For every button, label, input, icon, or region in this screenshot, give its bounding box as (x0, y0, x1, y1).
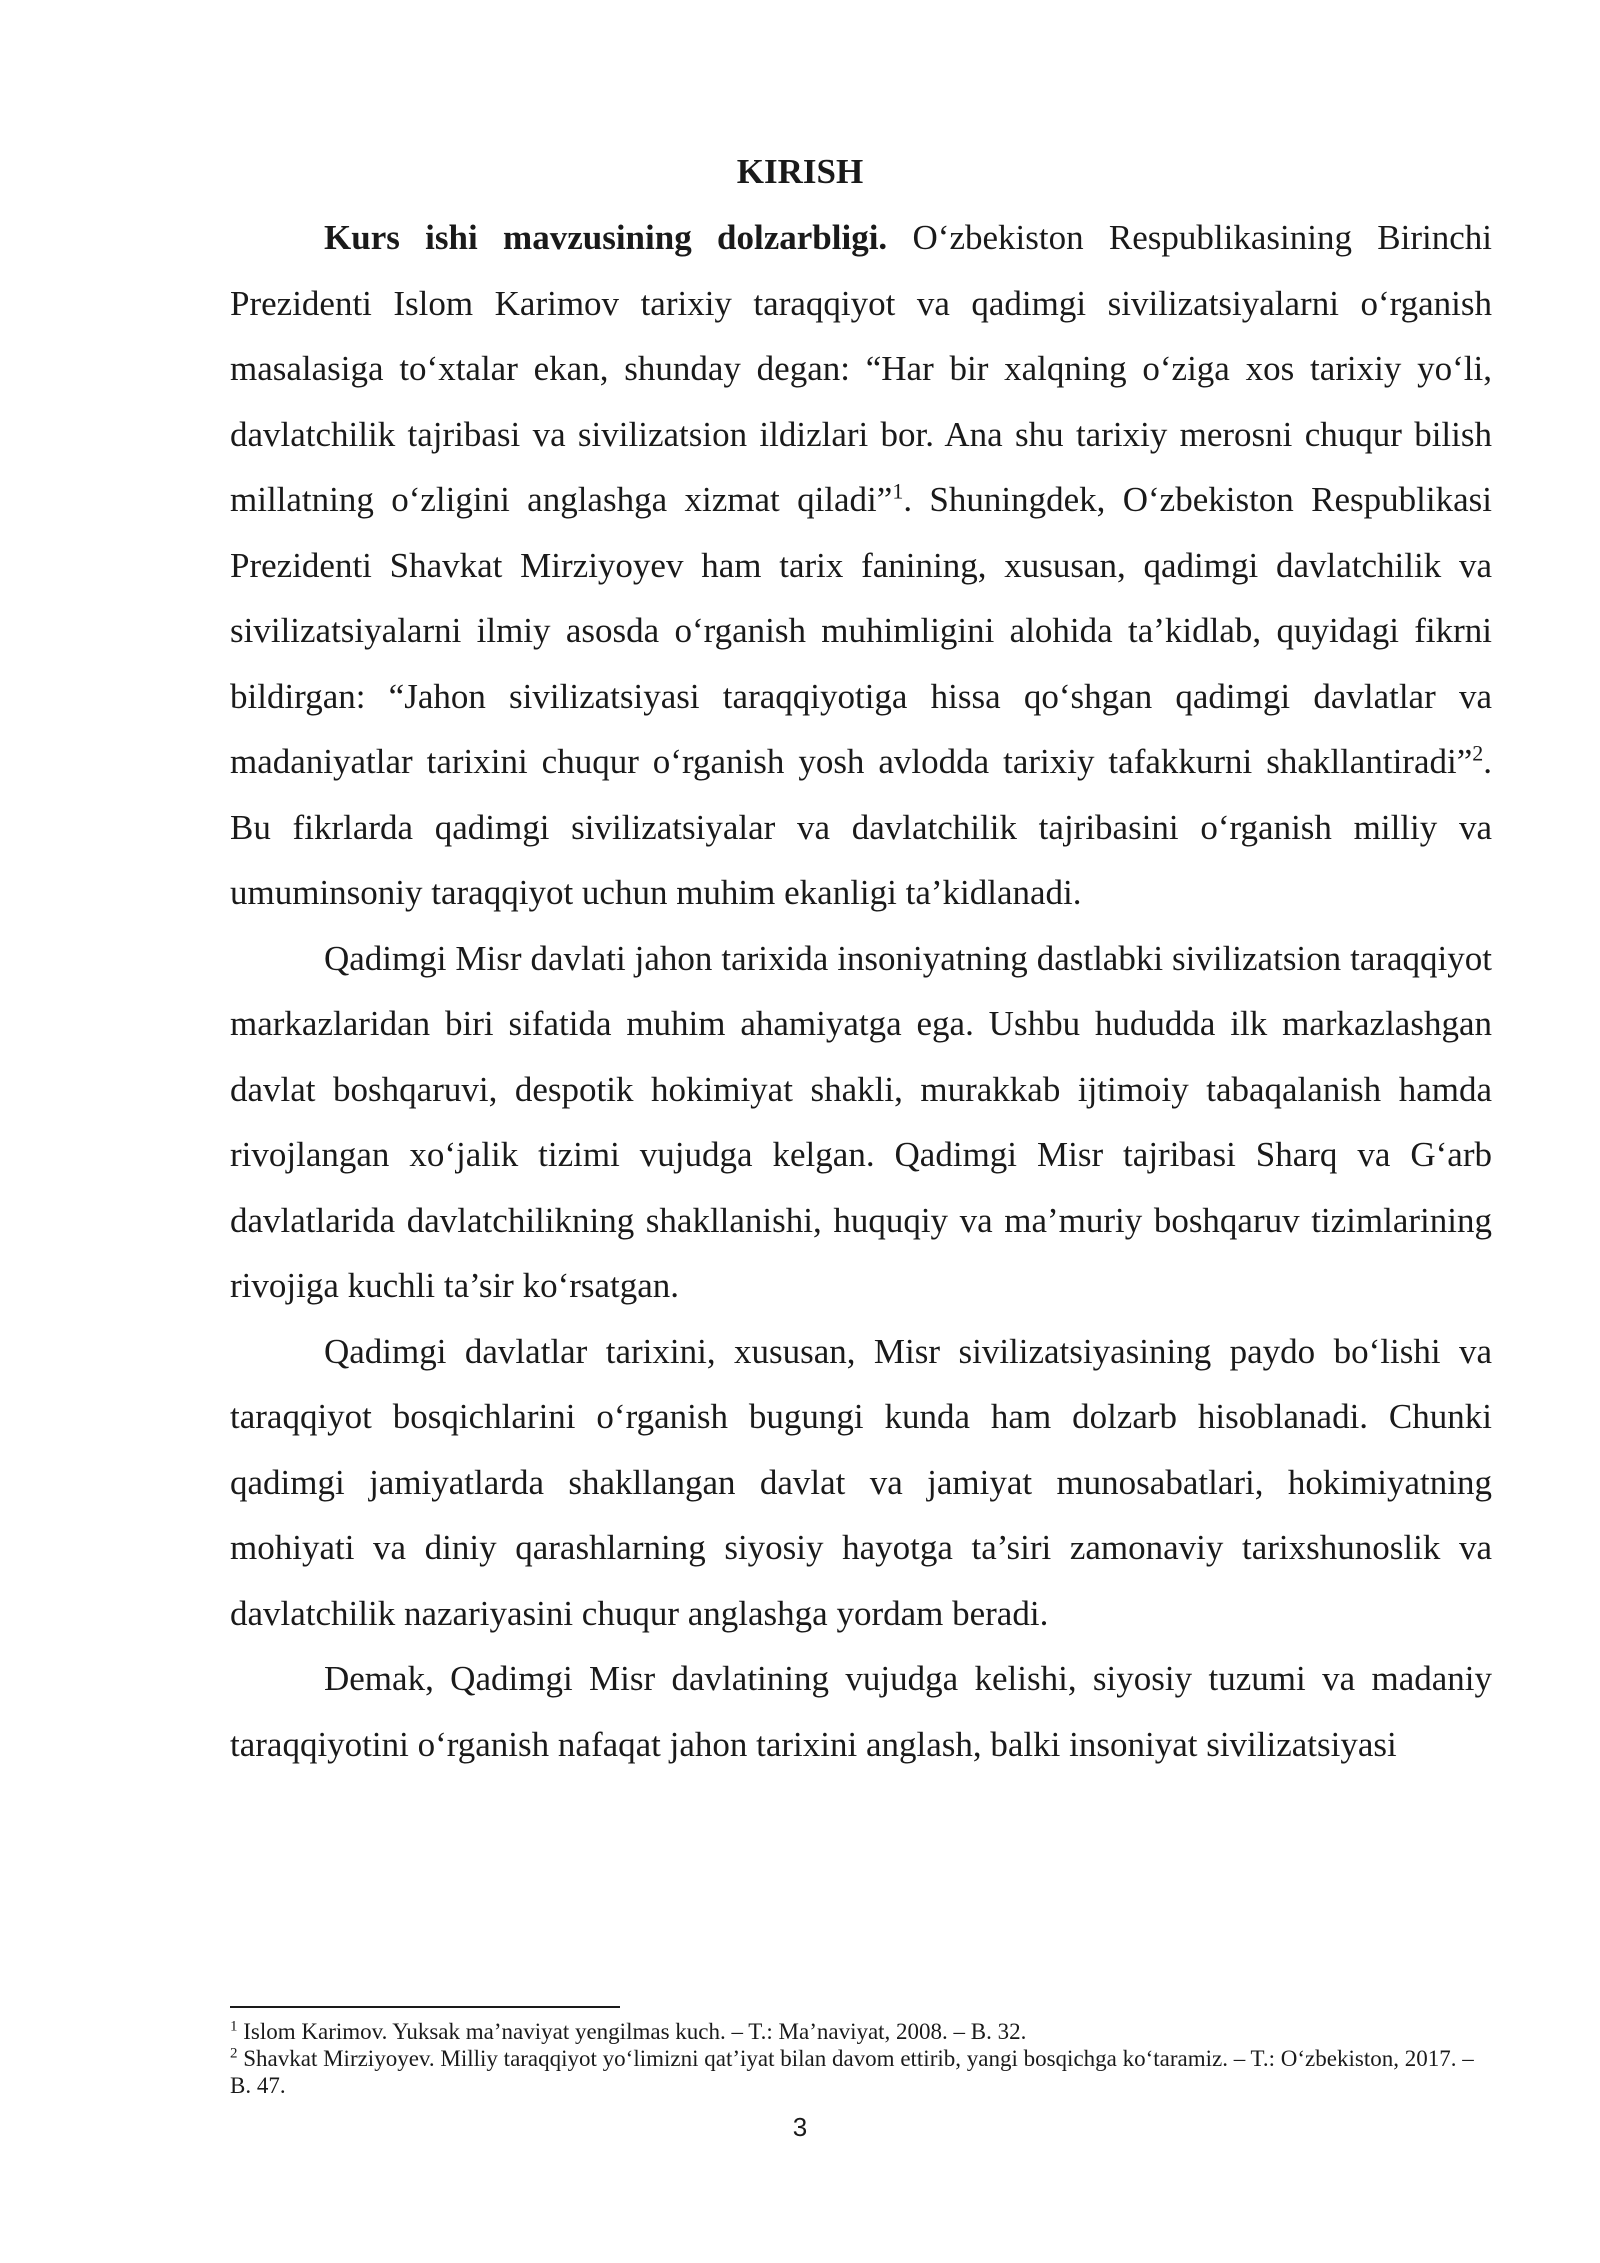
footnote-separator (230, 2006, 620, 2008)
section-heading: KIRISH (736, 152, 864, 191)
paragraph-relevance (230, 205, 1492, 926)
footnote-ref-2[interactable]: 2 (1472, 740, 1484, 766)
footnote-ref-1[interactable]: 1 (892, 478, 904, 504)
paragraph-conclusion: Demak, Qadimgi Misr davlatining vujudga kelishi, siyosiy tuzumi va madaniy taraqqiyotini o‘rganish nafaqat jahon tarixini anglash, balki insoniyat sivilizatsiyasi (230, 1659, 1492, 1764)
footnote-1 (230, 2018, 1492, 2045)
footnotes (230, 2018, 1492, 2099)
footnote-mark: 1 (230, 2018, 238, 2035)
footnote-text: Islom Karimov. Yuksak ma’naviyat yengilmas kuch. – T.: Ma’naviyat, 2008. – B. 32. (237, 2019, 1027, 2044)
paragraph-text: O‘zbekiston Respublikasining Birinchi Prezidenti Islom Karimov tarixiy taraqqiyot va qadimgi sivilizatsiyalarni o‘rganish masalasiga to‘xtalar ekan, shunday degan: “Har bir xalqning o‘ziga xos tarixiy yo‘li, davlatchilik tajribasi va sivilizatsion ildizlari bor. Ana shu tarixiy merosni chuqur bilish millatning o‘zligini anglashga xizmat qiladi” (230, 218, 1493, 519)
page-number: 3 (792, 2112, 808, 2142)
footnote-2 (230, 2045, 1492, 2099)
paragraph-text: . Shuningdek, O‘zbekiston Respublikasi Prezidenti Shavkat Mirziyoyev ham tarix fanining, xususan, qadimgi davlatchilik va sivilizatsiyalarni ilmiy asosda o‘rganish muhimligini alohida ta’kidlab, quyidagi fikrni bildirgan: “Jahon sivilizatsiyasi taraqqiyotiga hissa qo‘shgan qadimgi davlatlar va madaniyatlar tarixini chuqur o‘rganish yosh avlodda tarixiy tafakkurni shakllantiradi” (230, 480, 1492, 781)
paragraph-study-relevance: Qadimgi davlatlar tarixini, xususan, Misr sivilizatsiyasining paydo bo‘lishi va taraqqiyot bosqichlarini o‘rganish bugungi kunda ham dolzarb hisoblanadi. Chunki qadimgi jamiyatlarda shakllangan davlat va jamiyat munosabatlari, hokimiyatning mohiyati va diniy qarashlarning siyosiy hayotga ta’siri zamonaviy tarixshunoslik va davlatchilik nazariyasini chuqur anglashga yordam beradi. (230, 1331, 1492, 1633)
footnote-mark: 2 (230, 2045, 238, 2062)
paragraph-text: . Bu fikrlarda qadimgi sivilizatsiyalar va davlatchilik tajribasini o‘rganish milliy va umuminsoniy taraqqiyot uchun muhim ekanligi ta’kidlanadi. (230, 742, 1492, 912)
paragraph-egypt-significance: Qadimgi Misr davlati jahon tarixida insoniyatning dastlabki sivilizatsion taraqqiyot markazlaridan biri sifatida muhim ahamiyatga ega. Ushbu hududda ilk markazlashgan davlat boshqaruvi, despotik hokimiyat shakli, murakkab ijtimoiy tabaqalanish hamda rivojlangan xo‘jalik tizimi vujudga kelgan. Qadimgi Misr tajribasi Sharq va G‘arb davlatlarida davlatchilikning shakllanishi, huquqiy va ma’muriy boshqaruv tizimlarining rivojiga kuchli ta’sir ko‘rsatgan. (230, 938, 1492, 1305)
body-text (230, 205, 1492, 1777)
footnote-text: Shavkat Mirziyoyev. Milliy taraqqiyot yo‘limizni qat’iyat bilan davom ettirib, yangi bosqichga ko‘taramiz. – T.: O‘zbekiston, 2017. – B. 47. (230, 2046, 1474, 2098)
paragraph-lead: Kurs ishi mavzusining dolzarbligi. (324, 218, 888, 257)
